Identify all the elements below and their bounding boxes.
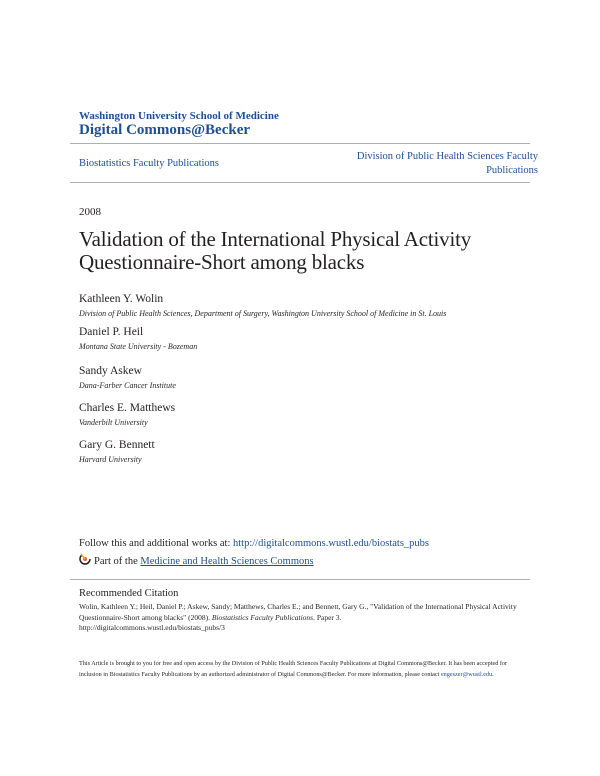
division-link[interactable]: Division of Public Health Sciences Faculty Publications: [356, 151, 538, 176]
citation-text: [79, 602, 519, 634]
author-name: Kathleen Y. Wolin: [79, 293, 164, 305]
notice-end: .: [492, 671, 494, 678]
author-name: Daniel P. Heil: [79, 326, 144, 338]
follow-label: Follow this and additional works at:: [79, 538, 233, 549]
author-name: Gary G. Bennett: [79, 439, 155, 451]
access-notice: [79, 658, 523, 680]
author-affiliation: Harvard University: [79, 455, 142, 464]
citation-paper: . Paper 3.: [313, 612, 342, 622]
author-block: [79, 401, 175, 428]
author-name: Sandy Askew: [79, 365, 142, 377]
follow-line: [79, 538, 429, 549]
commons-link[interactable]: Medicine and Health Sciences Commons: [140, 555, 314, 567]
citation-divider: [70, 579, 530, 580]
part-of-line: [79, 552, 314, 570]
author-affiliation: Dana-Farber Cancer Institute: [79, 381, 176, 390]
citation-url[interactable]: http://digitalcommons.wustl.edu/biostats_pubs/3: [79, 623, 225, 632]
part-of-text: [94, 556, 314, 567]
author-block: [79, 325, 197, 352]
citation-authors-title: Wolin, Kathleen Y.; Heil, Daniel P.; Askew, Sandy; Matthews, Charles E.; and Bennett, Gary G., "Validation of the International Physical Activity Questionnaire-Short among blacks" (2008).: [79, 602, 517, 622]
author-affiliation: Division of Public Health Sciences, Department of Surgery, Washington University School of Medicine in St. Louis: [79, 309, 447, 318]
bepress-network-icon: [79, 552, 91, 570]
series-link[interactable]: Biostatistics Faculty Publications: [79, 158, 219, 169]
citation-journal: Biostatistics Faculty Publications: [211, 612, 314, 622]
author-affiliation: Vanderbilt University: [79, 418, 148, 427]
author-block: [79, 292, 446, 319]
author-block: [79, 364, 176, 391]
article-title: Validation of the International Physical Activity Questionnaire-Short among blacks: [79, 227, 472, 274]
author-affiliation: Montana State University - Bozeman: [79, 342, 198, 351]
citation-heading: Recommended Citation: [79, 588, 179, 599]
institution-name[interactable]: Washington University School of Medicine: [79, 110, 279, 122]
header-divider-top: [70, 143, 530, 144]
author-name: Charles E. Matthews: [79, 402, 176, 414]
part-of-label: Part of the: [94, 555, 141, 567]
repository-name[interactable]: Digital Commons@Becker: [79, 122, 251, 138]
publication-year: 2008: [79, 206, 101, 218]
follow-url-link[interactable]: http://digitalcommons.wustl.edu/biostats_pubs: [233, 538, 429, 549]
header-divider-bottom: [70, 182, 530, 183]
notice-text: This Article is brought to you for free and open access by the Division of Public Health Sciences Faculty Publications at Digital Commons@Becker. It has been accepted for inclusion in Biostatistics Faculty Publications by an authorized administrator of Digital Commons@Becker. For more information, please contact: [79, 660, 508, 678]
author-block: [79, 438, 155, 465]
contact-email-link[interactable]: engeszer@wustl.edu: [440, 671, 493, 678]
